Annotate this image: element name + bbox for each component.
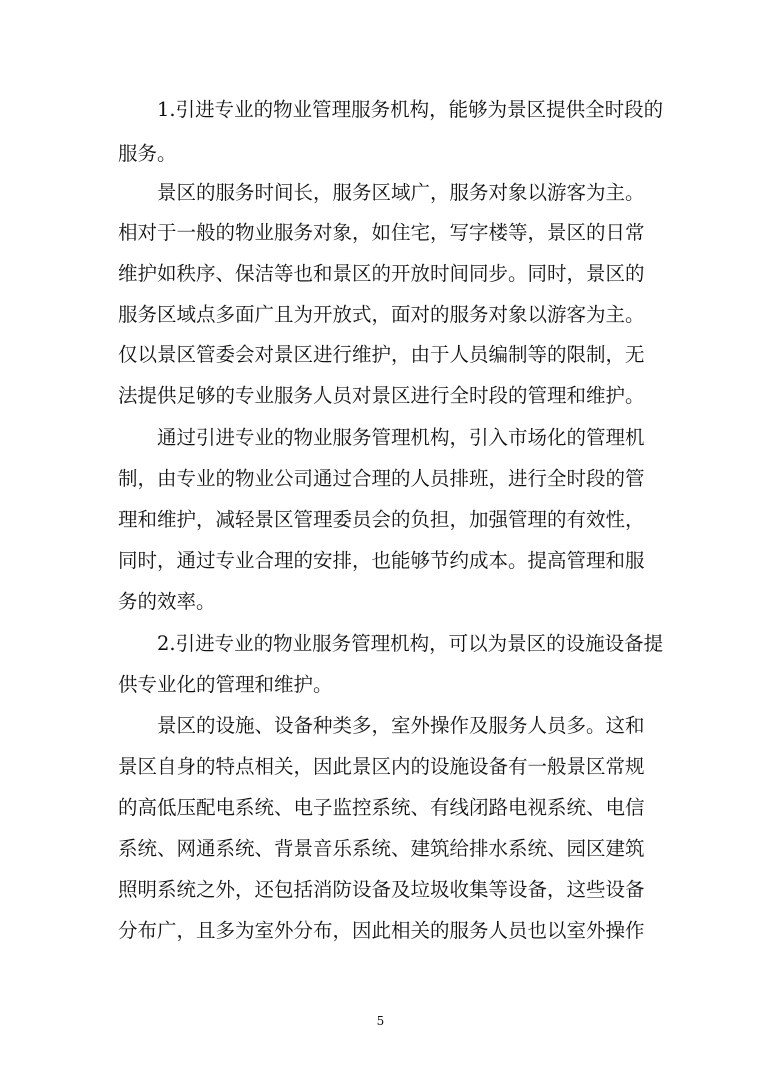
text-line: 理和维护，减轻景区管理委员会的负担，加强管理的有效性， (118, 508, 645, 531)
text-line: 制，由专业的物业公司通过合理的人员排班，进行全时段的管 (118, 467, 645, 490)
text-line: 服务区域点多面广且为开放式，面对的服务对象以游客为主。 (118, 303, 645, 326)
text-line: 景区自身的特点相关，因此景区内的设施设备有一般景区常规 (118, 755, 645, 778)
text-line: 同时，通过专业合理的安排，也能够节约成本。提高管理和服 (118, 549, 645, 572)
text-line: 2.引进专业的物业服务管理机构，可以为景区的设施设备提 (157, 632, 664, 655)
text-line: 系统、网通系统、背景音乐系统、建筑给排水系统、园区建筑 (118, 837, 645, 860)
text-line: 照明系统之外，还包括消防设备及垃圾收集等设备，这些设备 (118, 878, 645, 901)
text-line: 的高低压配电系统、电子监控系统、有线闭路电视系统、电信 (118, 796, 645, 819)
text-line: 通过引进专业的物业服务管理机构，引入市场化的管理机 (157, 426, 645, 449)
text-line: 法提供足够的专业服务人员对景区进行全时段的管理和维护。 (118, 384, 645, 407)
text-line: 维护如秩序、保洁等也和景区的开放时间同步。同时，景区的 (118, 262, 645, 285)
text-line: 供专业化的管理和维护。 (118, 673, 333, 696)
text-line: 仅以景区管委会对景区进行维护，由于人员编制等的限制，无 (118, 343, 645, 366)
text-line: 景区的设施、设备种类多，室外操作及服务人员多。这和 (157, 714, 645, 737)
text-line: 1.引进专业的物业管理服务机构，能够为景区提供全时段的 (157, 98, 664, 121)
text-line: 相对于一般的物业服务对象，如住宅，写字楼等，景区的日常 (118, 221, 645, 244)
text-line: 务的效率。 (118, 590, 216, 613)
text-line: 景区的服务时间长，服务区域广，服务对象以游客为主。 (157, 181, 645, 204)
text-line: 服务。 (118, 142, 177, 165)
text-line: 分布广，且多为室外分布，因此相关的服务人员也以室外操作 (118, 919, 645, 942)
page-number: 5 (376, 1014, 385, 1028)
